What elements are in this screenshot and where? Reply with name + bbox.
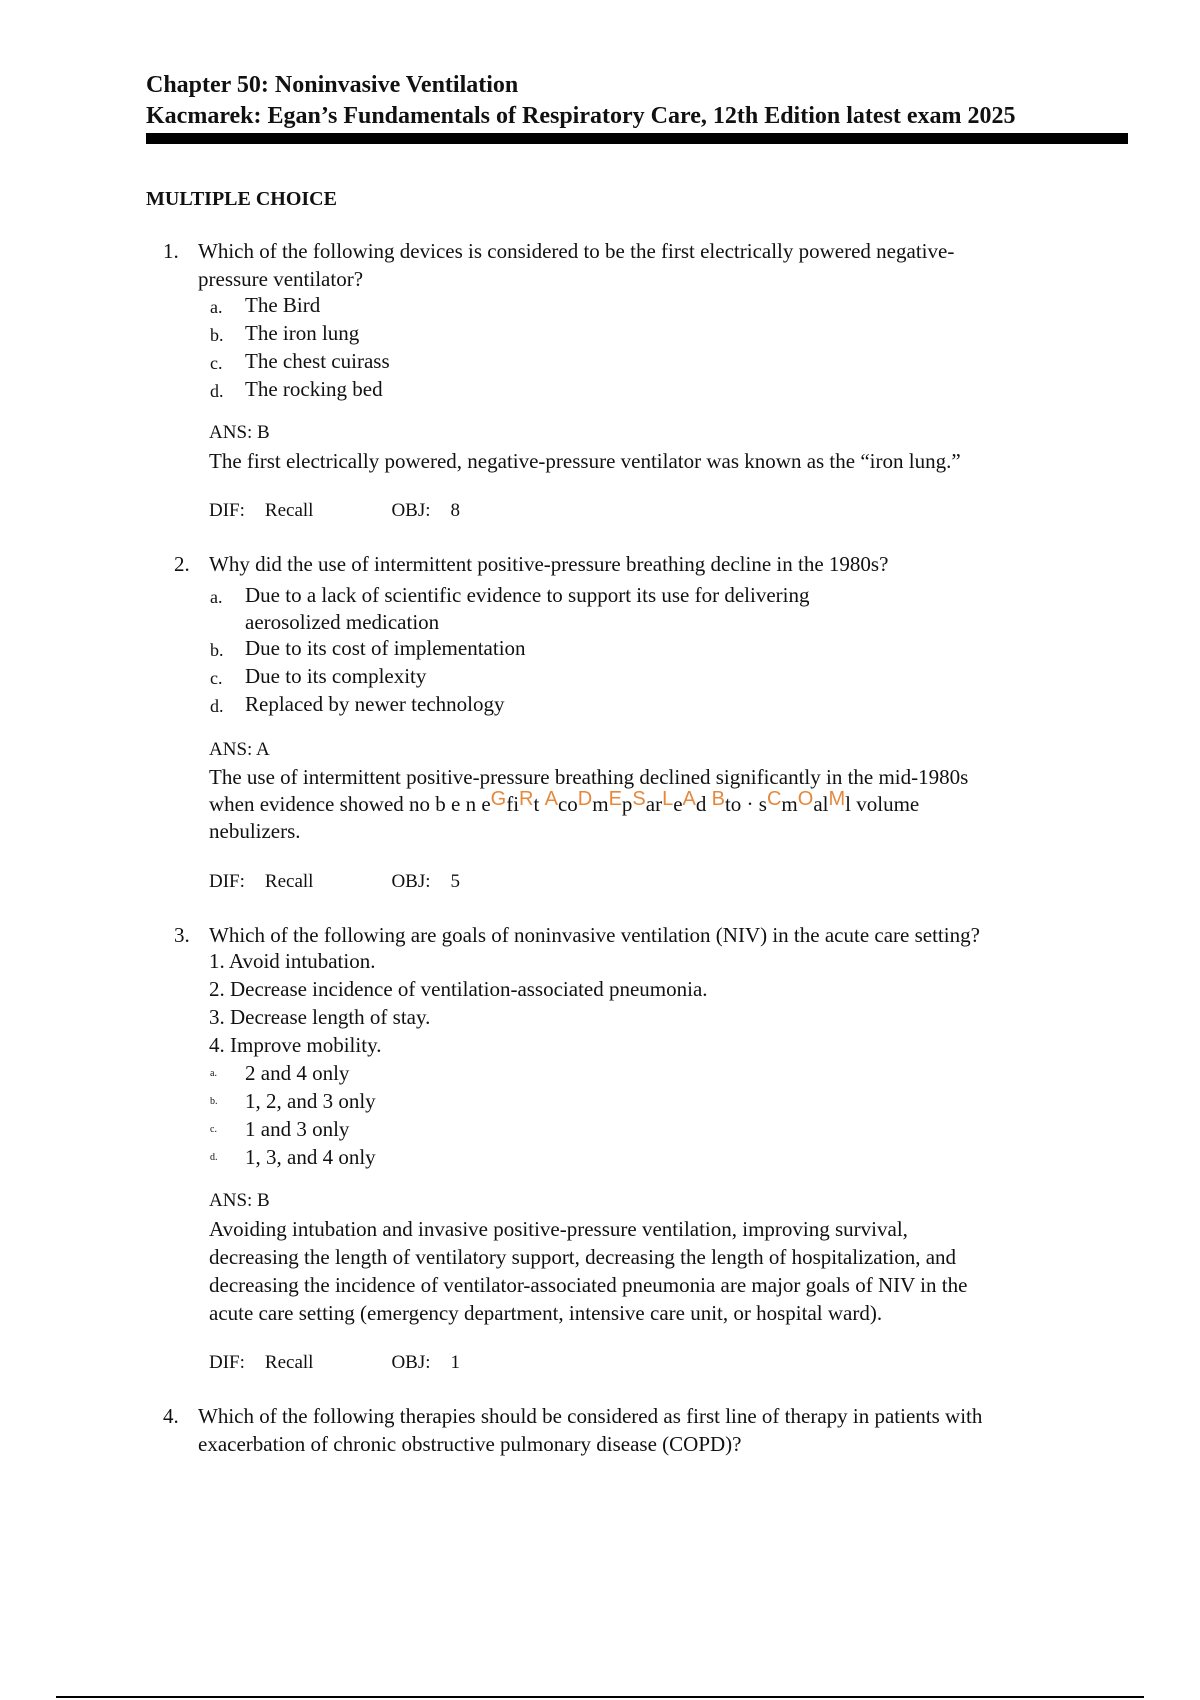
watermark-letter: O — [797, 788, 814, 810]
question-text-line: exacerbation of chronic obstructive pulmonary disease (COPD)? — [198, 1432, 742, 1456]
option-letter: b. — [210, 325, 224, 345]
answer-rationale: The first electrically powered, negative-pressure ventilator was known as the “iron lung.” — [209, 449, 961, 473]
question-text-line: Which of the following therapies should be considered as first line of therapy in patients with — [198, 1404, 983, 1428]
answer-rationale-line — [209, 790, 919, 819]
answer-rationale-line: The use of intermittent positive-pressure breathing declined significantly in the mid-1980s — [209, 765, 969, 789]
answer-key: ANS: B — [209, 1190, 270, 1211]
question-number: 4. — [163, 1404, 179, 1428]
rationale-text: m — [781, 792, 798, 816]
rationale-text: to · s — [724, 792, 767, 816]
rationale-text: when evidence showed no b e n e — [209, 792, 491, 816]
answer-rationale-line: decreasing the length of ventilatory support, decreasing the length of hospitalization, and — [209, 1245, 957, 1269]
goal-statement: 4. Improve mobility. — [209, 1033, 382, 1057]
option-letter: a. — [210, 1068, 217, 1079]
rationale-text: co — [557, 792, 578, 816]
option-text: Due to its cost of implementation — [245, 636, 526, 660]
difficulty-objective — [209, 498, 460, 524]
watermark-letter: D — [577, 788, 593, 810]
answer-key: ANS: B — [209, 422, 270, 443]
rationale-text: p — [621, 792, 633, 816]
answer-rationale-line: Avoiding intubation and invasive positive-pressure ventilation, improving survival, — [209, 1217, 908, 1241]
option-letter: c. — [210, 353, 223, 373]
option-letter: c. — [210, 668, 223, 688]
question-number: 1. — [163, 239, 179, 263]
watermark-letter: S — [632, 788, 646, 810]
option-letter: d. — [210, 1152, 218, 1163]
footer-divider — [56, 1696, 1144, 1698]
question-number: 3. — [174, 923, 190, 947]
rationale-text: fi — [506, 792, 520, 816]
difficulty-objective — [209, 1350, 460, 1376]
question-number: 2. — [174, 552, 190, 576]
goal-statement: 3. Decrease length of stay. — [209, 1005, 431, 1029]
rationale-text: ar — [645, 792, 663, 816]
option-text: 1, 3, and 4 only — [245, 1145, 376, 1169]
obj-label: OBJ: — [391, 500, 431, 521]
dif-label: DIF: — [209, 1352, 245, 1373]
option-text: Due to its complexity — [245, 664, 427, 688]
obj-value: 1 — [450, 1352, 461, 1373]
option-text: The iron lung — [245, 321, 360, 345]
option-letter: a. — [210, 587, 223, 607]
watermark-letter: M — [828, 788, 846, 810]
dif-value: Recall — [264, 500, 314, 521]
option-letter: d. — [210, 381, 224, 401]
goal-statement: 1. Avoid intubation. — [209, 949, 376, 973]
header-divider — [146, 133, 1128, 144]
document-header — [146, 70, 1128, 132]
goal-statement: 2. Decrease incidence of ventilation-associated pneumonia. — [209, 977, 708, 1001]
option-letter: b. — [210, 1096, 218, 1107]
watermark-letter: G — [490, 788, 507, 810]
answer-rationale-line: nebulizers. — [209, 819, 301, 843]
obj-label: OBJ: — [391, 1352, 431, 1373]
answer-key: ANS: A — [209, 739, 270, 760]
option-text: 1, 2, and 3 only — [245, 1089, 376, 1113]
watermark-letter: A — [544, 788, 558, 810]
answer-rationale-line: acute care setting (emergency department, intensive care unit, or hospital ward). — [209, 1301, 883, 1325]
dif-value: Recall — [264, 871, 314, 892]
question-text: Which of the following devices is considered to be the first electrically powered negative-pressure ventilator? — [198, 239, 955, 291]
watermark-letter: L — [662, 788, 674, 810]
obj-value: 8 — [450, 500, 461, 521]
chapter-title: Chapter 50: Noninvasive Ventilation — [146, 72, 519, 98]
difficulty-objective — [209, 869, 460, 895]
dif-label: DIF: — [209, 871, 245, 892]
option-text: Replaced by newer technology — [245, 692, 505, 716]
watermark-letter: C — [766, 788, 782, 810]
option-text: 2 and 4 only — [245, 1061, 350, 1085]
option-letter: b. — [210, 640, 224, 660]
watermark-letter: A — [682, 788, 696, 810]
question-text: Why did the use of intermittent positive-pressure breathing decline in the 1980s? — [209, 552, 889, 576]
dif-label: DIF: — [209, 500, 245, 521]
option-text: The chest cuirass — [245, 349, 390, 373]
option-text-continued: aerosolized medication — [245, 610, 440, 634]
watermark-letter: B — [711, 788, 725, 810]
rationale-text: m — [592, 792, 609, 816]
rationale-text: al — [813, 792, 829, 816]
option-letter: d. — [210, 696, 224, 716]
option-text: The Bird — [245, 293, 321, 317]
option-text: 1 and 3 only — [245, 1117, 350, 1141]
watermark-letter: R — [519, 788, 534, 810]
option-letter: c. — [210, 1124, 217, 1135]
option-text: Due to a lack of scientific evidence to support its use for delivering — [245, 583, 810, 607]
obj-label: OBJ: — [391, 871, 431, 892]
obj-value: 5 — [450, 871, 461, 892]
rationale-text: e — [673, 792, 683, 816]
dif-value: Recall — [264, 1352, 314, 1373]
answer-rationale-line: decreasing the incidence of ventilator-associated pneumonia are major goals of NIV in the — [209, 1273, 968, 1297]
option-text: The rocking bed — [245, 377, 383, 401]
section-title: MULTIPLE CHOICE — [146, 188, 337, 210]
rationale-text: d — [695, 792, 707, 816]
rationale-text: t — [533, 792, 540, 816]
question-text: Which of the following are goals of noninvasive ventilation (NIV) in the acute care setting? — [209, 923, 980, 947]
rationale-text: l volume — [845, 792, 920, 816]
book-title: Kacmarek: Egan’s Fundamentals of Respiratory Care, 12th Edition latest exam 2025 — [146, 103, 1016, 129]
watermark-letter: E — [608, 788, 622, 810]
option-letter: a. — [210, 297, 223, 317]
